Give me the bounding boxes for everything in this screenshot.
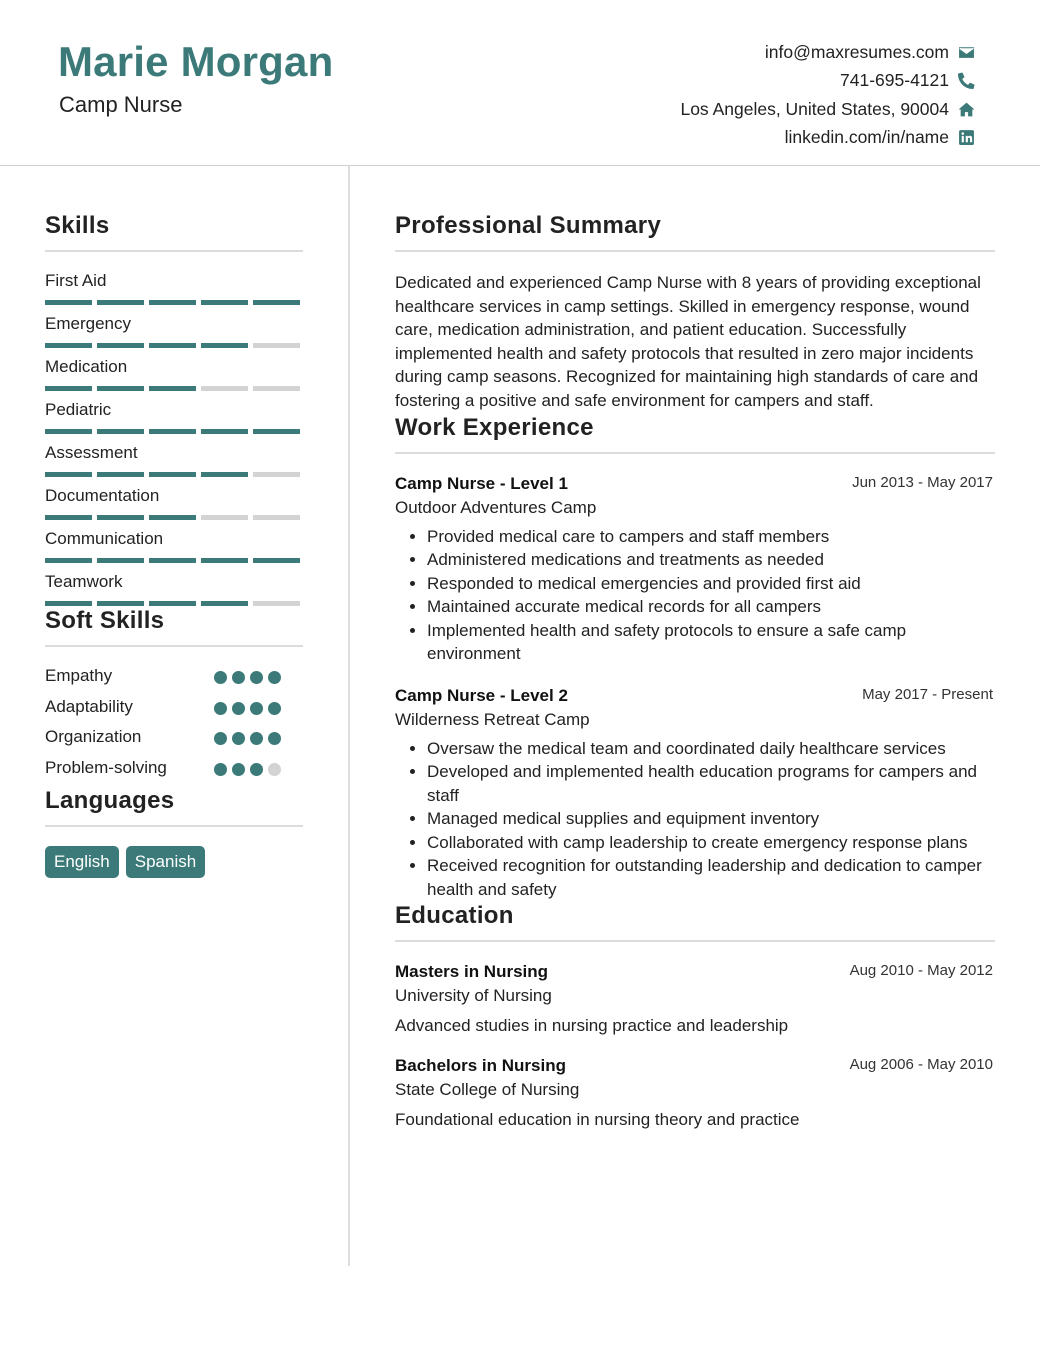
skill-level-segment: [45, 558, 92, 563]
skill-row: [45, 443, 303, 486]
soft-skill-label: Organization: [45, 727, 142, 746]
skill-level-segment: [45, 515, 92, 520]
skill-label: Pediatric: [45, 400, 112, 419]
soft-skill-rating: [214, 763, 281, 776]
soft-skill-row: [45, 697, 303, 728]
education-degree: Masters in Nursing: [395, 962, 549, 982]
summary-title: Professional Summary: [395, 212, 662, 239]
skill-level-segment: [253, 343, 300, 348]
skill-level-segment: [45, 429, 92, 434]
skill-level-bar: [45, 601, 300, 606]
languages-section: [45, 787, 303, 878]
contact-block: [680, 38, 975, 152]
skill-level-segment: [149, 343, 196, 348]
skill-row: [45, 357, 303, 400]
skill-level-segment: [253, 472, 300, 477]
contact-address-text: Los Angeles, United States, 90004: [680, 98, 949, 119]
rating-dot: [214, 763, 227, 776]
skill-label: Teamwork: [45, 572, 123, 591]
job-bullet: • Maintained accurate medical records for all campers: [427, 595, 995, 619]
skill-label: Emergency: [45, 314, 131, 333]
candidate-name: Marie Morgan: [58, 38, 334, 85]
job-bullet: • Managed medical supplies and equipment inventory: [427, 807, 995, 831]
languages-list: [45, 846, 303, 878]
education-entry: [395, 1056, 995, 1130]
education-rule: [395, 940, 995, 942]
soft-skill-row: [45, 727, 303, 758]
rating-dot: [250, 671, 263, 684]
job-title: Camp Nurse - Level 1: [395, 473, 568, 493]
skill-level-bar: [45, 300, 300, 305]
skill-level-segment: [253, 558, 300, 563]
job-bullet: • Oversaw the medical team and coordinated daily healthcare services: [427, 737, 995, 761]
job-bullet: • Provided medical care to campers and staff members: [427, 525, 995, 549]
job-dates: May 2017 - Present: [862, 685, 993, 703]
skill-level-segment: [45, 472, 92, 477]
languages-title: Languages: [45, 787, 175, 814]
language-tag: Spanish: [126, 846, 205, 878]
job-bullets: [395, 525, 995, 666]
job-bullet: • Responded to medical emergencies and provided first aid: [427, 572, 995, 596]
skill-level-segment: [97, 472, 144, 477]
summary-section: [395, 166, 995, 413]
education-section: [395, 902, 995, 1130]
rating-dot: [232, 702, 245, 715]
skill-level-segment: [97, 601, 144, 606]
job-bullet: • Administered medications and treatments as needed: [427, 548, 995, 572]
skill-level-segment: [45, 300, 92, 305]
job-bullet: • Implemented health and safety protocols to ensure a safe camp environment: [427, 619, 995, 666]
skill-level-segment: [97, 386, 144, 391]
soft-skill-rating: [214, 671, 281, 684]
job-organization: Outdoor Adventures Camp: [395, 497, 597, 517]
skill-level-segment: [253, 601, 300, 606]
skill-row: [45, 271, 303, 314]
soft-skill-label: Empathy: [45, 666, 113, 685]
soft-skill-rating: [214, 702, 281, 715]
education-title: Education: [395, 902, 514, 930]
skill-level-segment: [201, 343, 248, 348]
skill-level-segment: [149, 300, 196, 305]
soft-skills-rule: [45, 645, 303, 647]
job-bullet: • Collaborated with camp leadership to create emergency response plans: [427, 831, 995, 855]
skill-level-segment: [149, 386, 196, 391]
rating-dot: [214, 671, 227, 684]
skill-level-segment: [201, 386, 248, 391]
education-degree: Bachelors in Nursing: [395, 1056, 566, 1076]
envelope-icon: [957, 43, 975, 61]
skills-section: [45, 166, 303, 615]
skill-level-segment: [45, 601, 92, 606]
contact-phone-text: 741-695-4121: [840, 70, 949, 91]
phone-icon: [957, 72, 975, 90]
rating-dot: [268, 702, 281, 715]
skill-level-segment: [97, 343, 144, 348]
contact-email[interactable]: [680, 38, 975, 67]
soft-skills-title: Soft Skills: [45, 607, 165, 634]
skill-level-segment: [149, 515, 196, 520]
education-dates: Aug 2006 - May 2010: [849, 1056, 993, 1074]
skill-level-bar: [45, 558, 300, 563]
skill-label: Medication: [45, 357, 128, 376]
skill-row: [45, 486, 303, 529]
skill-level-segment: [201, 558, 248, 563]
rating-dot: [268, 763, 281, 776]
home-icon: [957, 100, 975, 118]
job-bullet: • Developed and implemented health education programs for campers and staff: [427, 760, 995, 807]
education-list: [395, 962, 995, 1130]
rating-dot: [268, 671, 281, 684]
linkedin-icon: [957, 129, 975, 147]
job-bullets: [395, 737, 995, 902]
skill-level-bar: [45, 343, 300, 348]
rating-dot: [250, 732, 263, 745]
education-school: University of Nursing: [395, 986, 552, 1006]
skill-level-bar: [45, 386, 300, 391]
experience-rule: [395, 452, 995, 454]
experience-title: Work Experience: [395, 413, 594, 441]
summary-rule: [395, 250, 995, 252]
soft-skill-rating: [214, 732, 281, 745]
soft-skills-list: [45, 666, 303, 788]
skill-row: [45, 529, 303, 572]
skills-title: Skills: [45, 212, 110, 239]
skill-row: [45, 400, 303, 443]
job-bullet: • Received recognition for outstanding leadership and dedication to camper health and safety: [427, 854, 995, 901]
job-entry: [395, 686, 995, 902]
job-dates: Jun 2013 - May 2017: [852, 473, 993, 491]
skill-level-segment: [97, 558, 144, 563]
rating-dot: [232, 732, 245, 745]
rating-dot: [214, 732, 227, 745]
contact-address: [680, 95, 975, 124]
skill-level-bar: [45, 472, 300, 477]
skill-label: Communication: [45, 529, 164, 548]
resume-header: [0, 0, 1040, 166]
contact-email-text: info@maxresumes.com: [764, 41, 949, 62]
skill-level-segment: [201, 472, 248, 477]
skill-label: Assessment: [45, 443, 138, 462]
experience-section: [395, 414, 995, 902]
skill-level-segment: [97, 429, 144, 434]
rating-dot: [268, 732, 281, 745]
skill-level-segment: [97, 300, 144, 305]
rating-dot: [232, 763, 245, 776]
skills-list: [45, 271, 303, 615]
summary-text: Dedicated and experienced Camp Nurse with 8 years of providing exceptional healthcare services in camp settings. Skilled in emergency response, wound care, medication administration, and patient education. Successfully implemented health and safety protocols that resulted in zero major incidents during camp seasons. Recognized for maintaining high standards of care and fostering a positive and safe environment for campers and staff.: [395, 273, 981, 410]
skill-level-segment: [253, 300, 300, 305]
skill-level-segment: [201, 601, 248, 606]
soft-skills-section: [45, 607, 303, 788]
skill-level-bar: [45, 429, 300, 434]
skill-level-segment: [149, 472, 196, 477]
contact-linkedin-text: linkedin.com/in/name: [784, 127, 949, 148]
soft-skill-label: Problem-solving: [45, 757, 167, 777]
skill-label: First Aid: [45, 271, 107, 290]
rating-dot: [232, 671, 245, 684]
left-column: [45, 166, 303, 878]
job-organization: Wilderness Retreat Camp: [395, 709, 590, 729]
skill-level-segment: [45, 386, 92, 391]
skill-level-segment: [149, 601, 196, 606]
rating-dot: [250, 702, 263, 715]
education-description: Foundational education in nursing theory and practice: [395, 1110, 800, 1130]
job-entry: [395, 474, 995, 666]
right-column: [395, 166, 995, 1130]
rating-dot: [214, 702, 227, 715]
skill-level-bar: [45, 515, 300, 520]
candidate-role: Camp Nurse: [59, 92, 183, 117]
soft-skill-label: Adaptability: [45, 696, 133, 716]
education-school: State College of Nursing: [395, 1080, 580, 1100]
education-description: Advanced studies in nursing practice and leadership: [395, 1016, 789, 1036]
soft-skill-row: [45, 758, 303, 789]
column-divider: [348, 166, 350, 1266]
language-tag: English: [45, 846, 119, 878]
skill-level-segment: [97, 515, 144, 520]
skill-label: Documentation: [45, 486, 160, 505]
skill-level-segment: [45, 343, 92, 348]
skill-level-segment: [149, 429, 196, 434]
skill-level-segment: [201, 515, 248, 520]
soft-skill-row: [45, 666, 303, 697]
skill-level-segment: [253, 386, 300, 391]
job-title: Camp Nurse - Level 2: [395, 685, 568, 705]
skill-row: [45, 572, 303, 615]
skill-row: [45, 314, 303, 357]
skills-rule: [45, 250, 303, 252]
jobs-list: [395, 474, 995, 902]
languages-rule: [45, 825, 303, 827]
education-dates: Aug 2010 - May 2012: [849, 962, 993, 980]
skill-level-segment: [253, 515, 300, 520]
skill-level-segment: [253, 429, 300, 434]
contact-linkedin[interactable]: [680, 124, 975, 153]
rating-dot: [250, 763, 263, 776]
skill-level-segment: [201, 429, 248, 434]
skill-level-segment: [201, 300, 248, 305]
contact-phone[interactable]: [680, 67, 975, 96]
skill-level-segment: [149, 558, 196, 563]
education-entry: [395, 962, 995, 1036]
